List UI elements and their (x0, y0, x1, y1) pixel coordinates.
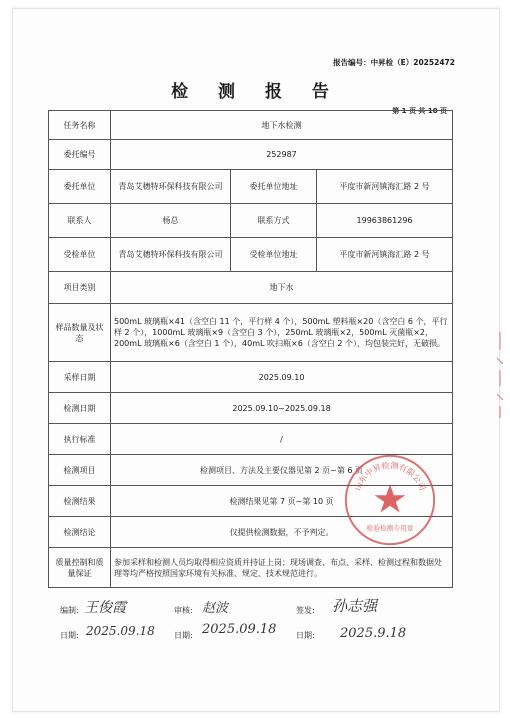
sampling-date-value: 2025.09.10 (111, 362, 453, 393)
sample-label: 样品数量及状态 (49, 304, 111, 362)
page-title: 检 测 报 告 (171, 82, 341, 102)
official-stamp (342, 452, 438, 548)
commission-no-value: 252987 (111, 140, 453, 170)
star-icon (375, 485, 406, 513)
editor-date: 2025.09.18 (86, 624, 155, 638)
phone-label: 联系方式 (231, 204, 317, 238)
seam-seal-mark (494, 330, 506, 420)
sampling-date-label: 采样日期 (49, 362, 111, 393)
table-row (49, 272, 453, 304)
table-row (49, 424, 453, 455)
inspected-address-label: 受检单位地址 (231, 238, 317, 272)
client-address-label: 委托单位地址 (231, 170, 317, 204)
reviewer-signature: 赵波 (202, 601, 229, 616)
stamp-text: 山东中昇检测有限公司 (351, 460, 429, 492)
approver-date: 2025.9.18 (340, 626, 407, 641)
results-label: 检测结果 (49, 486, 111, 517)
inspected-unit-value: 青岛艾穗特环保科技有限公司 (111, 238, 231, 272)
date-label: 日期: (60, 631, 79, 640)
reviewer-label: 审核: (174, 606, 193, 615)
qc-label: 质量控制和质量保证 (49, 548, 111, 588)
editor-signature: 王俊霞 (84, 600, 126, 616)
editor-label: 编制: (60, 606, 79, 615)
reviewer-date: 2025.09.18 (202, 622, 277, 637)
table-row (49, 111, 453, 140)
standard-value: / (111, 424, 453, 455)
sample-value: 500mL 玻璃瓶×41（含空白 11 个，平行样 4 个），500mL 塑料瓶×20（含空白 6 个，平行样 2 个），1000mL 玻璃瓶×9（含空白 3 个），250mL 玻璃瓶×2，500mL 灭菌瓶×2，200mL 玻璃瓶×6（含空白 1 个），40mL 吹扫瓶×6（含空白 2 个），均包装完好，无破损。 (111, 304, 453, 362)
stamp-subtext: 检验检测专用章 (366, 524, 414, 533)
client-label: 委托单位 (49, 170, 111, 204)
client-value: 青岛艾穗特环保科技有限公司 (111, 170, 231, 204)
phone-value: 19963861296 (317, 204, 453, 238)
test-date-value: 2025.09.10~2025.09.18 (111, 393, 453, 424)
test-date-label: 检测日期 (49, 393, 111, 424)
report-number: 报告编号：中昇检（E）20252472 (333, 58, 455, 67)
table-row (49, 548, 453, 588)
approver-signature: 孙志强 (332, 597, 378, 615)
contact-label: 联系人 (49, 204, 111, 238)
table-row (49, 204, 453, 238)
commission-no-label: 委托编号 (49, 140, 111, 170)
page-info: 第 1 页 共 10 页 (392, 107, 447, 115)
date-label: 日期: (174, 631, 193, 640)
category-label: 项目类别 (49, 272, 111, 304)
client-address-value: 平度市新河镇海汇路 2 号 (317, 170, 453, 204)
inspected-address-value: 平度市新河镇海汇路 2 号 (317, 238, 453, 272)
conclusion-value: 仅提供检测数据，不予判定。 (111, 517, 453, 548)
table-row (49, 362, 453, 393)
category-value: 地下水 (111, 272, 453, 304)
table-row (49, 140, 453, 170)
results-value: 检测结果见第 7 页~第 10 页 (111, 486, 453, 517)
items-value: 检测项目、方法及主要仪器见第 2 页~第 6 页 (111, 455, 453, 486)
table-row (49, 393, 453, 424)
conclusion-label: 检测结论 (49, 517, 111, 548)
table-row (49, 238, 453, 272)
items-label: 检测项目 (49, 455, 111, 486)
task-name-value: 地下水检测 (111, 111, 453, 140)
task-name-label: 任务名称 (49, 111, 111, 140)
qc-value: 参加采样和检测人员均取得相应资质并持证上岗；现场调查、布点、采样、检测过程和数据处理等均严格按照国家环境有关标准、规定、技术规范进行。 (111, 548, 453, 588)
date-label: 日期: (296, 631, 315, 640)
table-row (49, 304, 453, 362)
contact-value: 杨总 (111, 204, 231, 238)
standard-label: 执行标准 (49, 424, 111, 455)
approver-label: 签发: (296, 606, 315, 615)
inspected-unit-label: 受检单位 (49, 238, 111, 272)
table-row (49, 170, 453, 204)
